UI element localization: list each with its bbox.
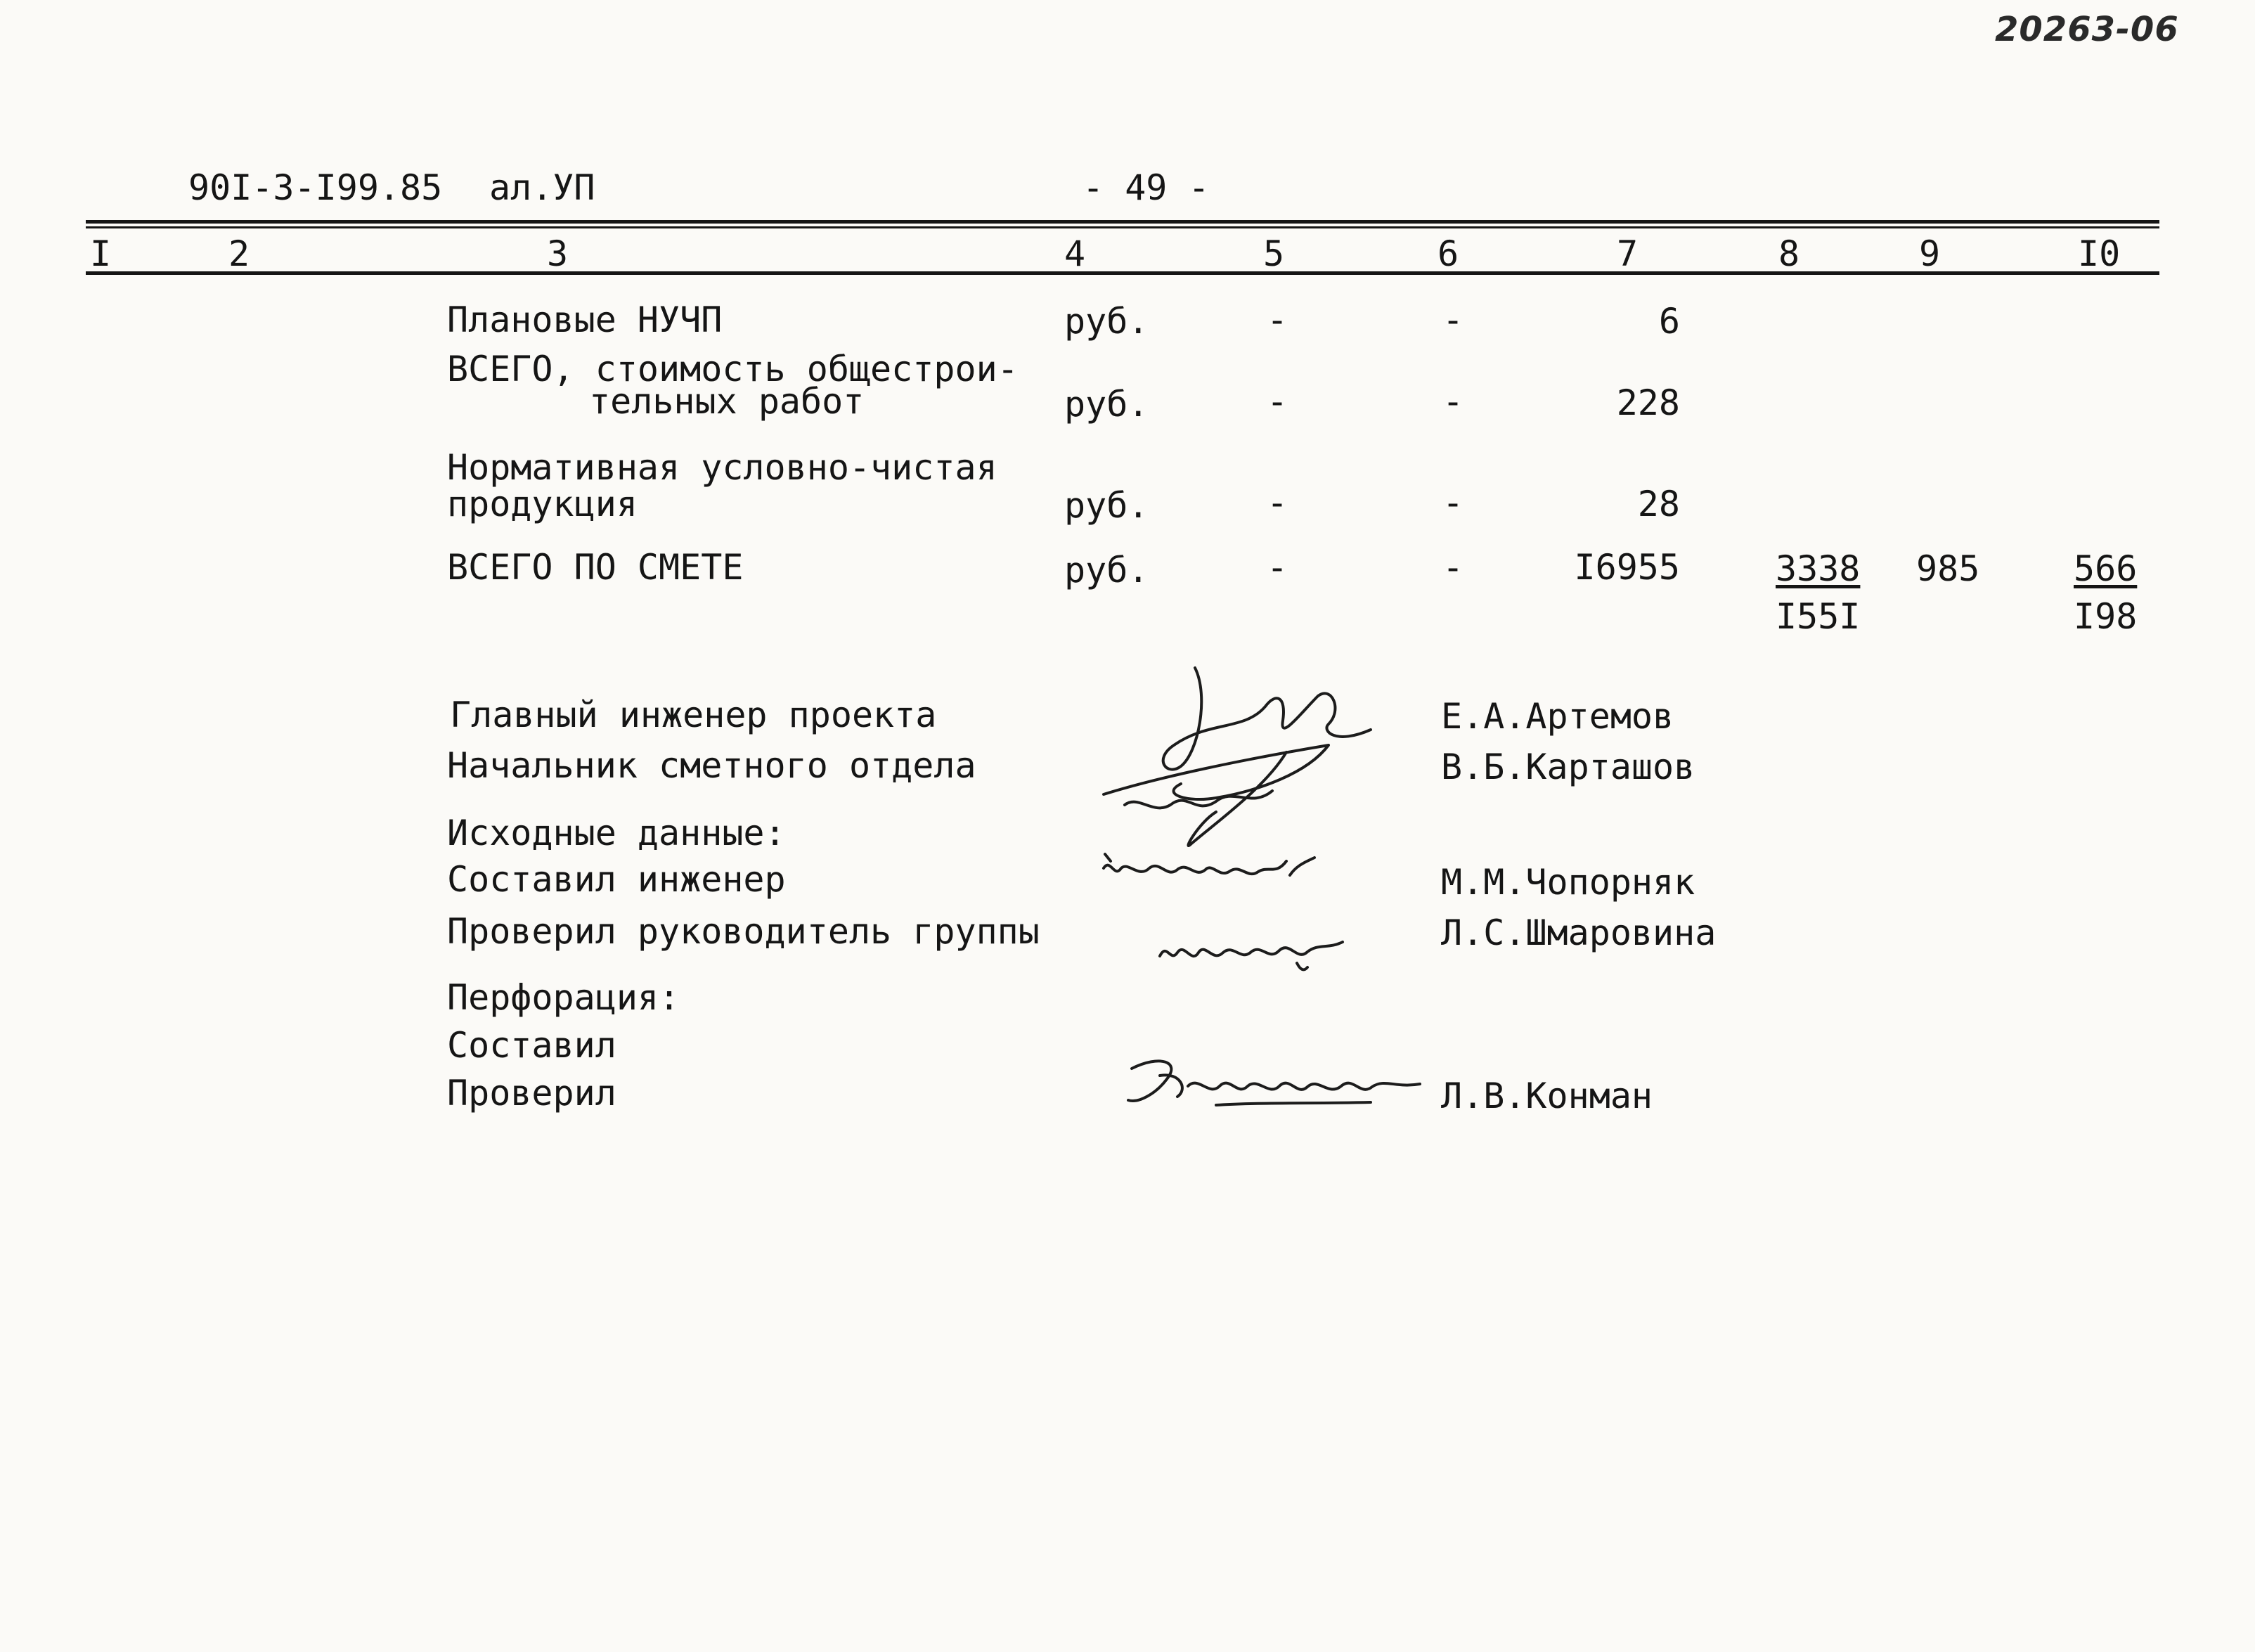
column-number-6: 6	[1437, 233, 1459, 274]
column-number-10: I0	[2078, 233, 2121, 274]
signature-person: Е.А.Артемов	[1441, 696, 1674, 737]
row-col8-bottom: I55I	[1776, 596, 1861, 637]
row-col6: -	[1442, 547, 1464, 588]
column-number-4: 4	[1064, 233, 1086, 274]
row-unit: руб.	[1064, 485, 1149, 526]
row-col9: 985	[1916, 548, 1980, 589]
checker-signature	[1118, 1047, 1427, 1125]
signature-role: Проверил	[447, 1073, 616, 1114]
row-col6: -	[1442, 299, 1464, 340]
signature-person: В.Б.Карташов	[1441, 747, 1695, 787]
table-top-rule-thin	[86, 226, 2159, 228]
page-number: - 49 -	[1083, 167, 1210, 208]
row-col10-bottom: I98	[2074, 596, 2138, 637]
row-name: Плановые НУЧП	[447, 299, 723, 340]
row-col5: -	[1267, 547, 1288, 588]
signature-section-heading: Исходные данные:	[447, 813, 786, 853]
row-col6: -	[1442, 381, 1464, 422]
column-number-7: 7	[1617, 233, 1639, 274]
column-number-8: 8	[1778, 233, 1800, 274]
row-name-continued: продукция	[447, 484, 638, 524]
signature-person: Л.С.Шмаровина	[1441, 912, 1717, 953]
chief-engineer-signature	[1075, 654, 1406, 858]
row-name-continued: тельных работ	[589, 381, 865, 422]
row-unit: руб.	[1064, 384, 1149, 425]
row-col5: -	[1267, 482, 1288, 523]
group-leader-signature	[1153, 921, 1350, 977]
column-number-9: 9	[1919, 233, 1941, 274]
column-number-2: 2	[228, 233, 250, 274]
row-col7: 228	[1616, 382, 1680, 423]
row-name: ВСЕГО ПО СМЕТЕ	[447, 547, 744, 588]
signature-person: Л.В.Конман	[1441, 1076, 1653, 1116]
signature-role: Главный инженер проекта	[450, 695, 937, 735]
compiler-signature	[1097, 840, 1322, 896]
signature-role: Проверил руководитель группы	[447, 911, 1040, 952]
row-col8-top: 3338	[1776, 548, 1861, 589]
column-number-5: 5	[1263, 233, 1285, 274]
column-number-1: I	[90, 233, 112, 274]
column-number-3: 3	[547, 233, 569, 274]
row-col5: -	[1267, 299, 1288, 340]
row-col6: -	[1442, 482, 1464, 523]
row-name: ВСЕГО, стоимость общестрои-	[447, 349, 1019, 389]
table-top-rule	[86, 220, 2159, 224]
row-col5: -	[1267, 381, 1288, 422]
signature-person: М.М.Чопорняк	[1441, 862, 1695, 903]
row-unit: руб.	[1064, 301, 1149, 342]
signature-role: Начальник сметного отдела	[447, 745, 976, 786]
row-col7: 6	[1658, 301, 1680, 342]
row-col7: 28	[1637, 484, 1680, 524]
album-label: ал.УП	[489, 167, 595, 208]
signature-role: Составил	[447, 1025, 616, 1066]
row-col7: I6955	[1574, 547, 1680, 588]
column-header-bottom-rule	[86, 271, 2159, 275]
signature-role: Составил инженер	[447, 859, 786, 900]
project-code: 90I-3-I99.85	[188, 167, 443, 208]
row-col10-top: 566	[2074, 548, 2138, 589]
row-unit: руб.	[1064, 550, 1149, 591]
signature-section-heading: Перфорация:	[447, 977, 680, 1018]
document-code: 20263-06	[1995, 10, 2179, 49]
row-name: Нормативная условно-чистая	[447, 447, 997, 488]
